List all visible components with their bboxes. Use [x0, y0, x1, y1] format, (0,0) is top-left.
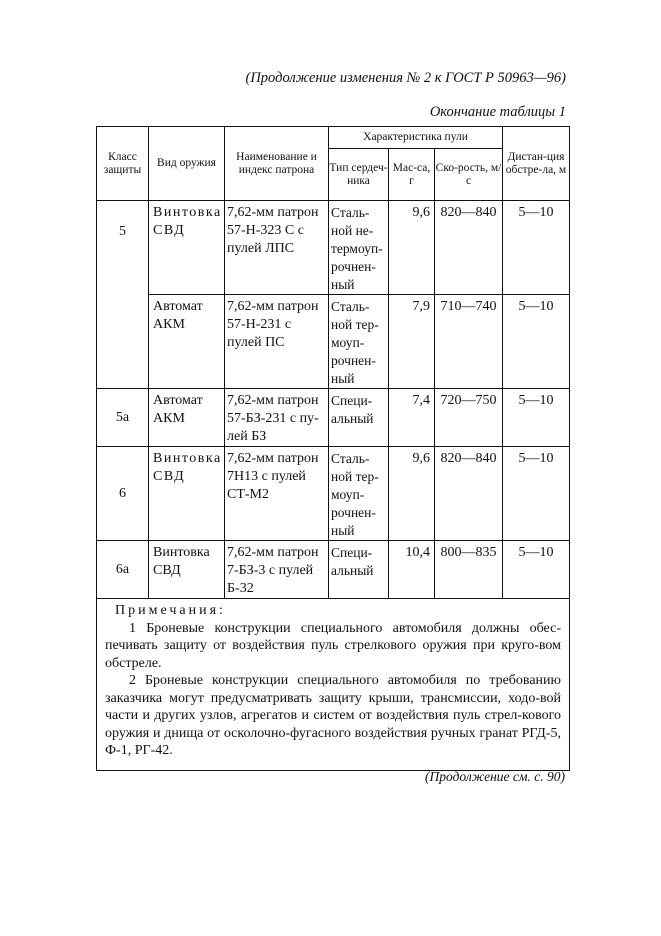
header-class: Класс защиты: [97, 127, 149, 201]
cell-distance: 5—10: [503, 201, 570, 295]
cell-weapon: Автомат АКМ: [149, 295, 225, 389]
cell-weapon: Винтовка СВД: [149, 201, 225, 295]
cell-speed: 720—750: [435, 389, 503, 447]
header-cartridge-name: Наименование и индекс патрона: [225, 127, 329, 201]
cell-mass: 7,4: [389, 389, 435, 447]
cell-cartridge-name: 7,62-мм патрон 7Н13 с пулей СТ-М2: [225, 447, 329, 541]
table-caption: Окончание таблицы 1: [429, 104, 566, 120]
cell-mass: 7,9: [389, 295, 435, 389]
cell-distance: 5—10: [503, 295, 570, 389]
notes-title: Примечания:: [115, 603, 226, 618]
header-weapon: Вид оружия: [149, 127, 225, 201]
cell-core-type: Сталь-ной не-термоуп-рочнен-ный: [329, 201, 389, 295]
cell-class: 5: [97, 201, 149, 389]
note-item-2: 2 Броневые конструкции специального автомобиля по требованию заказчика могут предусматривать защиту крыши, трансмиссии, ходо-вой части и других узлов, агрегатов и систем от воздействия пуль стрел-кового оружия и днища от осколочно-фугасного воздействия ручных гранат РГД-5, Ф-1, РГ-42.: [105, 673, 561, 758]
cell-core-type: Сталь-ной тер-моуп-рочнен-ный: [329, 295, 389, 389]
cell-mass: 9,6: [389, 447, 435, 541]
cell-weapon: Винтовка СВД: [149, 541, 225, 599]
cell-speed: 820—840: [435, 201, 503, 295]
cell-cartridge-name: 7,62-мм патрон 57-БЗ-231 с пу-лей БЗ: [225, 389, 329, 447]
cell-cartridge-name: 7,62-мм патрон 57-Н-231 с пулей ПС: [225, 295, 329, 389]
cell-cartridge-name: 7,62-мм патрон 7-БЗ-3 с пулей Б-32: [225, 541, 329, 599]
header-mass: Мас-са, г: [389, 149, 435, 201]
cell-weapon: Винтовка СВД: [149, 447, 225, 541]
cell-class: 6а: [97, 541, 149, 599]
table-row: [97, 201, 570, 295]
cell-class: 5а: [97, 389, 149, 447]
header-bullet-characteristics: Характеристика пули: [329, 127, 503, 149]
cell-distance: 5—10: [503, 389, 570, 447]
cell-mass: 10,4: [389, 541, 435, 599]
notes-row: [97, 599, 570, 771]
table-row: [97, 447, 570, 541]
cell-mass: 9,6: [389, 201, 435, 295]
note-item-1: 1 Броневые конструкции специального автомобиля должны обес-печивать защиту от воздействия пуль стрелкового оружия при круго-вом обстреле.: [105, 620, 561, 671]
notes-cell: [97, 599, 570, 771]
page-header: (Продолжение изменения № 2 к ГОСТ Р 50963—96): [245, 70, 566, 86]
protection-class-table: [96, 126, 570, 771]
table-row: [97, 389, 570, 447]
table-row: [97, 541, 570, 599]
table-row: [97, 295, 570, 389]
cell-weapon: Автомат АКМ: [149, 389, 225, 447]
header-core-type: Тип сердеч-ника: [329, 149, 389, 201]
cell-speed: 820—840: [435, 447, 503, 541]
cell-core-type: Специ-альный: [329, 389, 389, 447]
header-speed: Ско-рость, м/с: [435, 149, 503, 201]
cell-core-type: Специ-альный: [329, 541, 389, 599]
page-footer: (Продолжение см. с. 90): [425, 769, 565, 784]
cell-distance: 5—10: [503, 447, 570, 541]
header-distance: Дистан-ция обстре-ла, м: [503, 127, 570, 201]
cell-speed: 800—835: [435, 541, 503, 599]
cell-distance: 5—10: [503, 541, 570, 599]
cell-cartridge-name: 7,62-мм патрон 57-Н-323 С с пулей ЛПС: [225, 201, 329, 295]
cell-class: 6: [97, 447, 149, 541]
cell-core-type: Сталь-ной тер-моуп-рочнен-ный: [329, 447, 389, 541]
cell-speed: 710—740: [435, 295, 503, 389]
